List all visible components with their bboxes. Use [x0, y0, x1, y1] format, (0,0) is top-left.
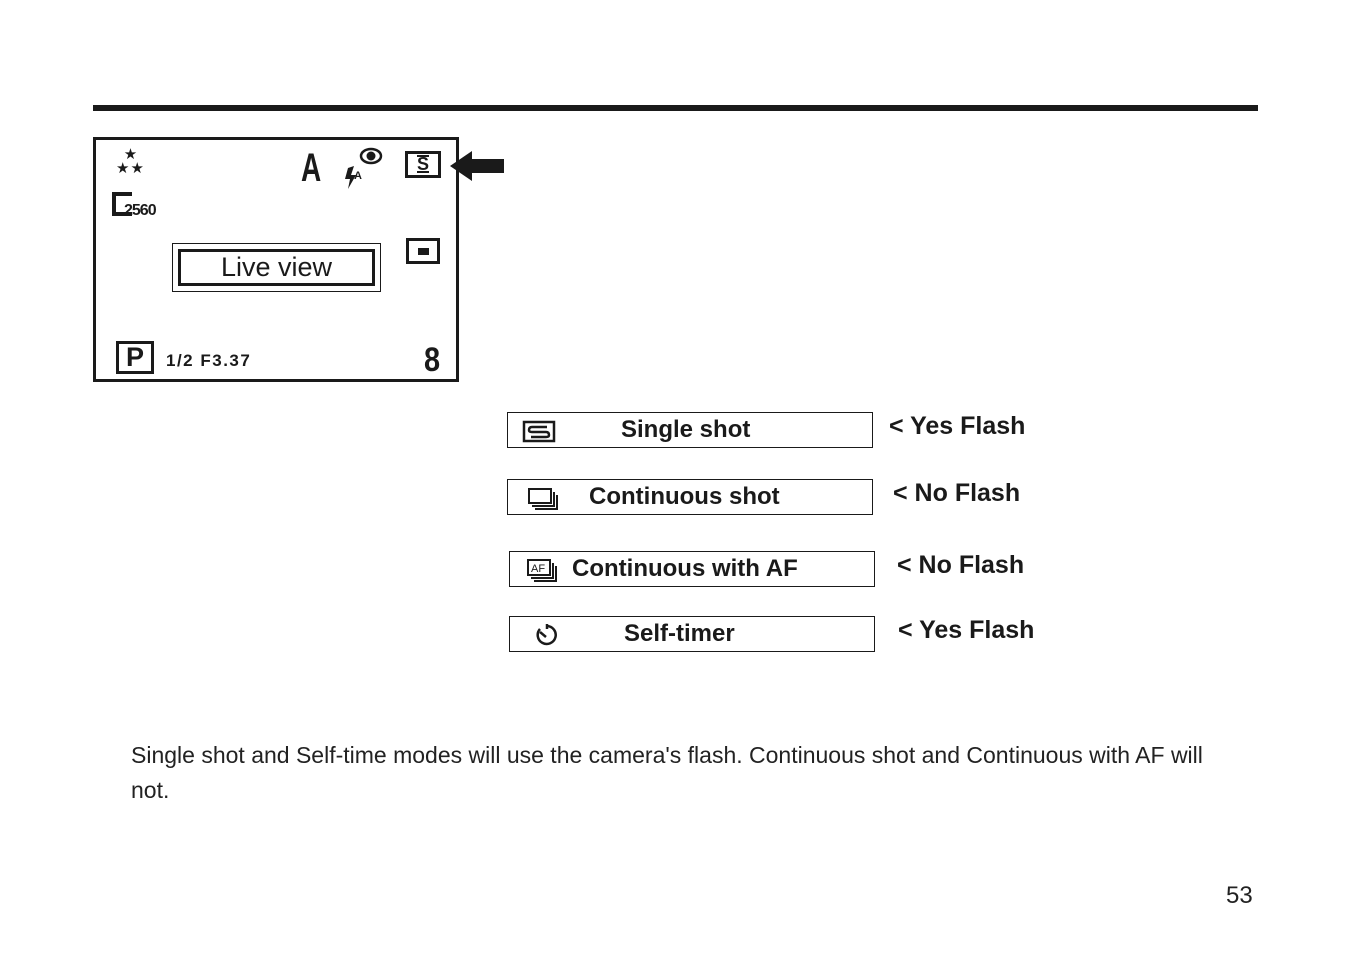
- page-number: 53: [1226, 882, 1253, 909]
- mode-label: Single shot: [621, 416, 751, 443]
- flash-status: < Yes Flash: [889, 412, 1026, 440]
- description-text: Single shot and Self-time modes will use the camera's flash. Continuous shot and Continuous with AF will not.: [131, 742, 1203, 803]
- mode-label: Continuous with AF: [572, 555, 798, 582]
- shots-remaining: 8: [424, 341, 441, 379]
- flash-mode-letter: A: [301, 146, 322, 190]
- mode-box: [507, 479, 873, 515]
- resolution-indicator: [112, 192, 156, 220]
- mode-label: Self-timer: [624, 620, 735, 647]
- flash-status: < Yes Flash: [898, 616, 1035, 644]
- single-shot-icon: [522, 419, 556, 443]
- red-eye-flash-icon: [340, 146, 390, 192]
- flash-auto-label: A: [354, 170, 362, 182]
- quality-stars-icon: ★ ★★: [116, 146, 145, 177]
- flash-status: < No Flash: [893, 479, 1021, 507]
- af-icon-text: AF: [531, 563, 546, 575]
- mode-label: Continuous shot: [589, 483, 780, 510]
- pointer-arrow-icon: [450, 151, 504, 181]
- mode-box: [509, 551, 875, 587]
- header-rule: [93, 105, 1258, 111]
- mode-box: [509, 616, 875, 652]
- continuous-shot-icon: [526, 486, 560, 510]
- single-shot-drive-icon: S: [405, 151, 441, 178]
- continuous-af-icon: [526, 558, 560, 582]
- program-mode-indicator: P: [116, 341, 154, 374]
- mode-box: [507, 412, 873, 448]
- flash-status: < No Flash: [897, 551, 1025, 579]
- live-view-label: Live view: [178, 249, 375, 286]
- lcd-screen: [93, 137, 459, 382]
- exposure-readout: 1/2 F3.37: [166, 351, 252, 370]
- live-view-frame: [172, 243, 381, 292]
- resolution-value: 2560: [124, 202, 156, 219]
- spot-metering-icon: [406, 238, 440, 264]
- self-timer-icon: [530, 623, 564, 647]
